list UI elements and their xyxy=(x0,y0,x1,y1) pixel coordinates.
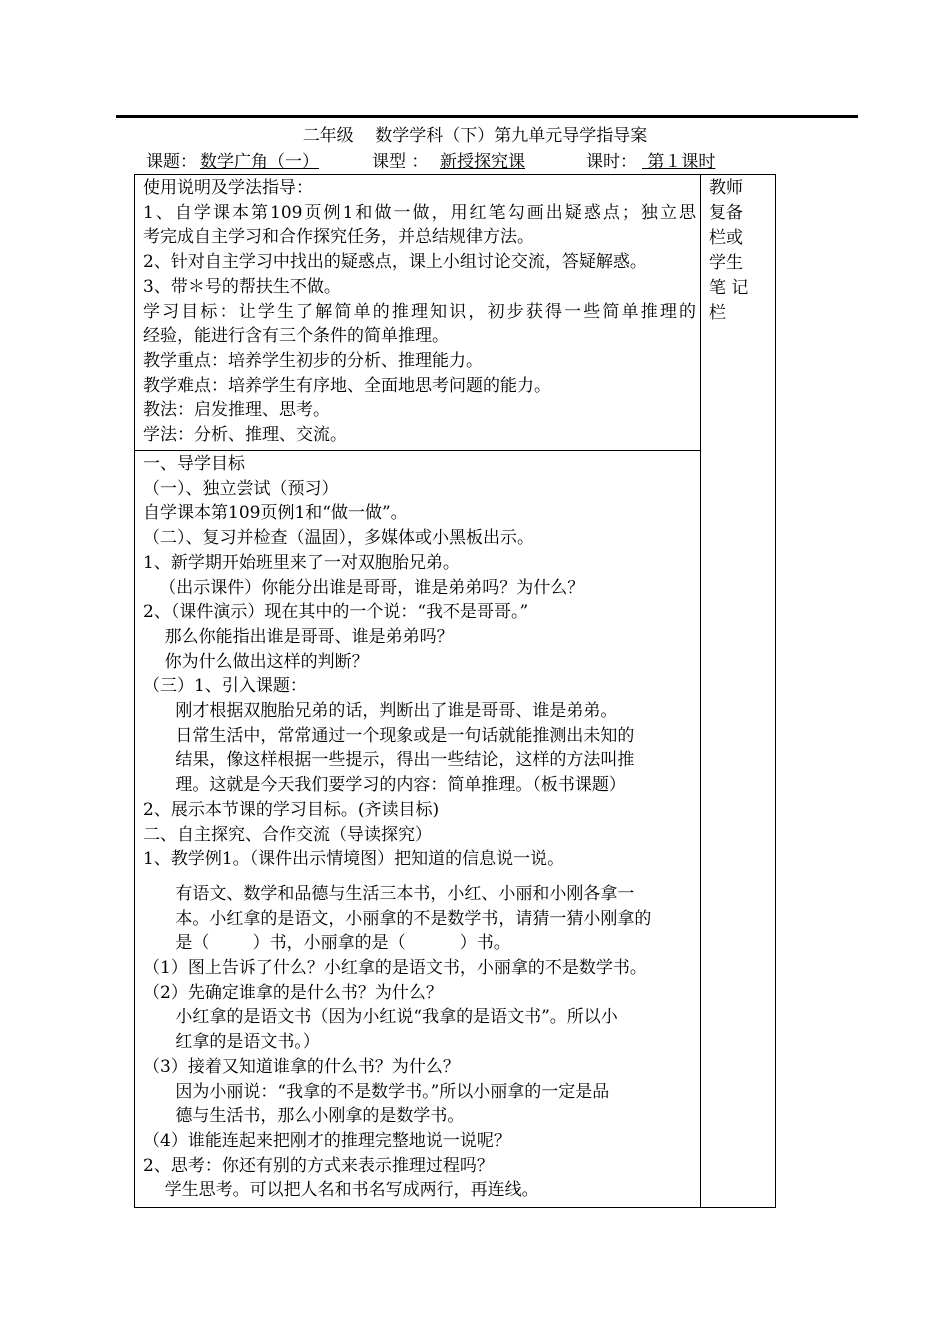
notes-label-line: 栏 xyxy=(709,303,726,323)
lesson-content-cell xyxy=(135,451,701,1208)
text-line: 1、新学期开始班里来了一对双胞胎兄弟。 xyxy=(143,552,460,573)
text-line: （三）1、引入课题： xyxy=(143,676,307,697)
notes-label-line: 教师 xyxy=(709,178,743,198)
text-line: 教法：启发推理、思考。 xyxy=(143,400,330,421)
text-line: 1、自学课本第109页例1和做一做，用红笔勾画出疑惑点；独立思 xyxy=(143,202,696,223)
type-label: 课型 ： xyxy=(372,152,429,172)
text-line: 3、带＊号的帮扶生不做。 xyxy=(143,276,341,297)
text-line: 考完成自主学习和合作探究任务，并总结规律方法。 xyxy=(143,227,534,248)
hours-label: 课时： xyxy=(586,152,637,172)
page-title: 二年级 数学学科（下）第九单元导学指导案 xyxy=(302,126,648,146)
text-line: 自学课本第109页例1和“做一做”。 xyxy=(143,503,408,524)
text-line: 教学重点：培养学生初步的分析、推理能力。 xyxy=(143,350,483,371)
topic-label: 课题： xyxy=(146,152,197,172)
notes-label-line: 笔 记 xyxy=(709,278,749,298)
text-line: 本。小红拿的是语文，小丽拿的不是数学书，请猜一猜小刚拿的 xyxy=(143,908,652,929)
text-line: （出示课件）你能分出谁是哥哥，谁是弟弟吗？为什么？ xyxy=(143,577,585,598)
text-line: 那么你能指出谁是哥哥、谁是弟弟吗？ xyxy=(143,626,454,647)
text-line: 教学难点：培养学生有序地、全面地思考问题的能力。 xyxy=(143,375,551,396)
notes-column xyxy=(701,175,776,1208)
text-line: 1、教学例1。（课件出示情境图）把知道的信息说一说。 xyxy=(143,849,565,870)
text-line: 学生思考。可以把人名和书名写成两行，再连线。 xyxy=(143,1180,539,1201)
notes-label-line: 复备 xyxy=(709,203,743,223)
text-line: 2、展示本节课的学习目标。(齐读目标) xyxy=(143,799,440,820)
notes-label-line: 栏或 xyxy=(709,228,743,248)
text-line: 因为小丽说：“我拿的不是数学书。”所以小丽拿的一定是品 xyxy=(143,1081,610,1102)
text-line: 2、思考：你还有别的方式来表示推理过程吗？ xyxy=(143,1155,494,1176)
text-line: 2、（课件演示）现在其中的一个说：“我不是哥哥。” xyxy=(143,602,529,623)
text-line: （2）先确定谁拿的是什么书？为什么？ xyxy=(143,982,443,1003)
instructions-cell xyxy=(135,175,701,451)
text-line: 二、自主探究、合作交流（导读探究） xyxy=(143,824,432,845)
text-line: 使用说明及学法指导： xyxy=(143,178,313,198)
spacer xyxy=(143,872,696,882)
text-line: 刚才根据双胞胎兄弟的话，判断出了谁是哥哥、谁是弟弟。 xyxy=(143,701,618,722)
text-line: 是（ ）书，小丽拿的是（ ）书。 xyxy=(143,933,511,954)
text-line: 理。这就是今天我们要学习的内容：简单推理。（板书课题） xyxy=(143,775,626,796)
notes-label-line: 学生 xyxy=(709,253,743,273)
text-line: 你为什么做出这样的判断？ xyxy=(143,651,369,672)
text-line: 结果，像这样根据一些提示，得出一些结论，这样的方法叫推 xyxy=(143,750,635,771)
text-line: 德与生活书，那么小刚拿的是数学书。 xyxy=(143,1106,465,1127)
text-line: （1）图上告诉了什么？小红拿的是语文书，小丽拿的不是数学书。 xyxy=(143,958,647,979)
text-line: 有语文、数学和品德与生活三本书，小红、小丽和小刚各拿一 xyxy=(143,883,635,904)
text-line: 一、导学目标 xyxy=(143,454,245,474)
text-line: 学习目标：让学生了解简单的推理知识，初步获得一些简单推理的 xyxy=(143,301,696,322)
header-rule xyxy=(116,115,858,118)
text-line: 小红拿的是语文书（因为小红说“我拿的是语文书”。所以小 xyxy=(143,1007,618,1028)
topic-value: 数学广角（一） xyxy=(200,152,319,172)
text-line: （二）、复习并检查（温固），多媒体或小黑板出示。 xyxy=(143,528,534,549)
text-line: 学法：分析、推理、交流。 xyxy=(143,425,347,446)
guide-table xyxy=(134,174,776,1208)
text-line: 红拿的是语文书。） xyxy=(143,1032,320,1053)
text-line: （3）接着又知道谁拿的什么书？为什么？ xyxy=(143,1056,460,1077)
text-line: （一）、独立尝试（预习） xyxy=(143,478,339,499)
hours-value: 第１课时 xyxy=(642,152,716,172)
text-line: （4）谁能连起来把刚才的推理完整地说一说呢？ xyxy=(143,1130,511,1151)
text-line: 经验，能进行含有三个条件的简单推理。 xyxy=(143,326,449,347)
text-line: 2、针对自主学习中找出的疑惑点，课上小组讨论交流，答疑解惑。 xyxy=(143,252,647,273)
type-value: 新授探究课 xyxy=(440,152,525,172)
text-line: 日常生活中，常常通过一个现象或是一句话就能推测出未知的 xyxy=(143,725,635,746)
